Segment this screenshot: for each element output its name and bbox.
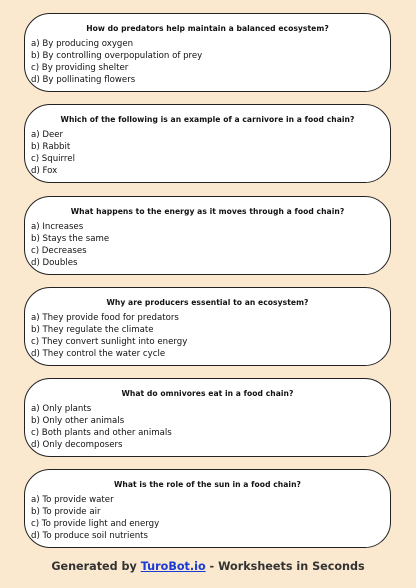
option-b: b) By controlling overpopulation of prey (31, 50, 203, 61)
option-list (31, 495, 159, 543)
option-a: a) By producing oxygen (31, 39, 134, 49)
option-d: d) Only decomposers (31, 439, 123, 450)
question-card-1 (24, 13, 391, 92)
option-b: b) Rabbit (31, 141, 71, 152)
option-d: d) To produce soil nutrients (31, 530, 149, 541)
footer-prefix: Generated by (51, 560, 141, 573)
option-a: a) To provide water (31, 495, 114, 505)
option-c: c) Squirrel (31, 153, 75, 164)
option-c: c) Decreases (31, 245, 87, 256)
question-text: How do predators help maintain a balanced ecosystem? (86, 24, 329, 33)
question-card-3 (24, 196, 391, 275)
question-card-5 (24, 378, 391, 457)
option-d: d) By pollinating flowers (31, 74, 136, 85)
option-list (31, 130, 75, 178)
option-c: c) They convert sunlight into energy (31, 336, 188, 347)
option-list (31, 39, 202, 87)
option-a: a) Increases (31, 222, 84, 232)
question-text: What do omnivores eat in a food chain? (121, 389, 294, 398)
option-list (31, 313, 187, 361)
question-text: Why are producers essential to an ecosystem? (106, 298, 309, 307)
option-list (31, 222, 109, 270)
option-b: b) Only other animals (31, 415, 125, 426)
option-d: d) Doubles (31, 257, 78, 268)
option-c: c) Both plants and other animals (31, 427, 172, 438)
option-b: b) Stays the same (31, 233, 110, 244)
option-a: a) Deer (31, 130, 64, 140)
question-text: Which of the following is an example of a carnivore in a food chain? (60, 115, 355, 124)
option-list (31, 404, 172, 452)
question-card-6 (24, 469, 391, 548)
option-c: c) By providing shelter (31, 62, 129, 73)
option-c: c) To provide light and energy (31, 518, 160, 529)
footer-suffix: - Worksheets in Seconds (205, 560, 365, 573)
option-b: b) To provide air (31, 506, 101, 517)
turobot-link[interactable]: TuroBot.io (140, 560, 206, 573)
option-b: b) They regulate the climate (31, 324, 154, 335)
question-card-2 (24, 104, 391, 183)
option-a: a) Only plants (31, 404, 92, 414)
footer (0, 560, 416, 573)
option-d: d) Fox (31, 165, 58, 176)
question-text: What is the role of the sun in a food chain? (114, 480, 301, 489)
option-d: d) They control the water cycle (31, 348, 166, 359)
option-a: a) They provide food for predators (31, 313, 179, 323)
question-card-4 (24, 287, 391, 366)
question-text: What happens to the energy as it moves through a food chain? (70, 207, 345, 216)
